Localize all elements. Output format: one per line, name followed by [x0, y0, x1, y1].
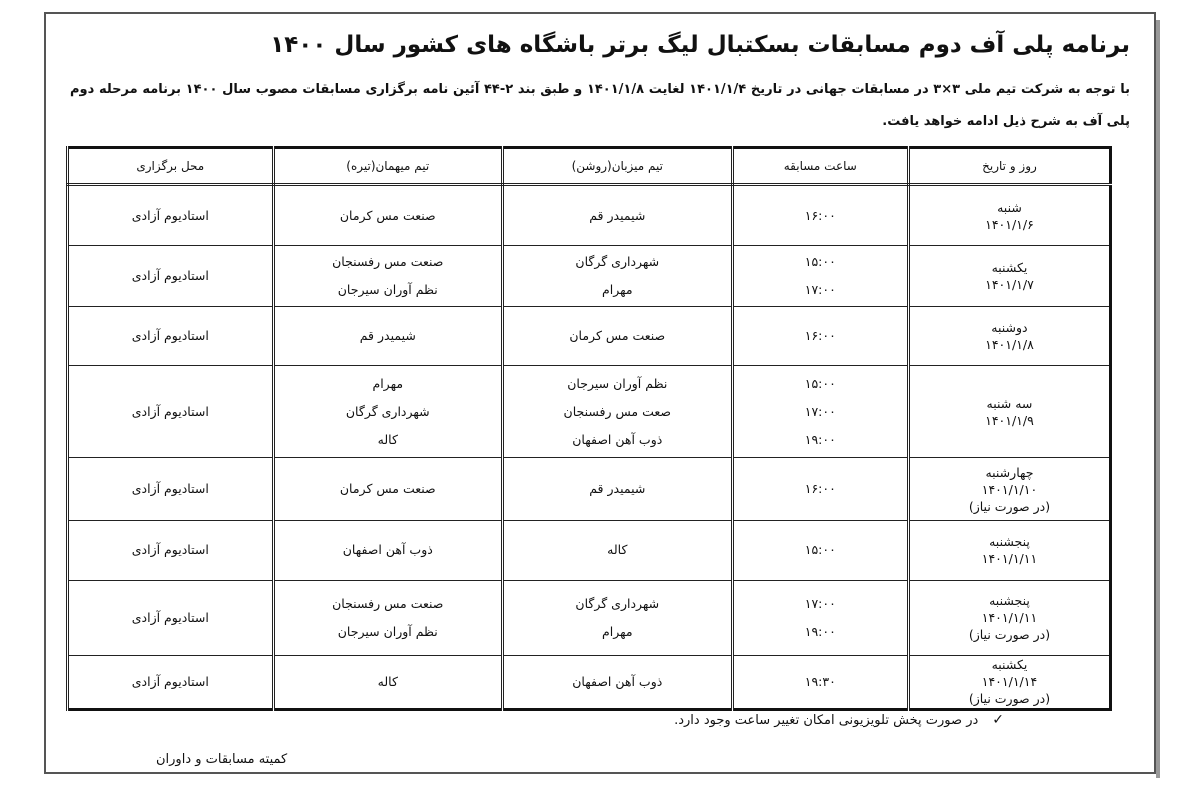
header-time: ساعت مسابقه: [732, 148, 908, 185]
signature: کمیته مسابقات و داوران: [156, 752, 288, 767]
date-cell: [908, 580, 1110, 655]
away-team-line: مهرام: [372, 375, 404, 391]
away-team-line: ذوب آهن اصفهان: [342, 542, 433, 558]
time-line: ۱۶:۰۰: [804, 207, 836, 223]
home-team-cell: [502, 655, 732, 709]
date-line: ۱۴۰۱/۱/۱۱: [981, 551, 1038, 567]
away-team-line: صنعت مس کرمان: [339, 207, 436, 223]
home-team-line: ذوب آهن اصفهان: [572, 431, 663, 447]
date-line: (در صورت نیاز): [968, 498, 1051, 514]
table-row: [68, 307, 1111, 366]
date-cell: [908, 458, 1110, 521]
date-line: ۱۴۰۱/۱/۹: [985, 412, 1034, 428]
away-team-line: صنعت مس رفسنجان: [332, 595, 444, 611]
date-cell: [908, 246, 1110, 307]
date-line: شنبه: [997, 199, 1022, 215]
date-line: پنجشنبه: [989, 593, 1030, 609]
home-team-line: صعت مس رفسنجان: [563, 403, 672, 419]
venue-cell: استادیوم آزادی: [68, 366, 274, 458]
away-team-line: شهرداری گرگان: [345, 403, 430, 419]
date-line: یکشنبه: [991, 260, 1028, 276]
time-cell: [732, 580, 908, 655]
note-text: در صورت پخش تلویزیونی امکان تغییر ساعت وجود دارد.: [674, 713, 979, 728]
table-row: [68, 580, 1111, 655]
away-team-cell: [273, 307, 502, 366]
date-line: (در صورت نیاز): [968, 691, 1051, 707]
header-date: روز و تاریخ: [908, 148, 1110, 185]
date-cell: [908, 185, 1110, 246]
home-team-line: شهرداری گرگان: [575, 254, 660, 270]
away-team-cell: [273, 655, 502, 709]
schedule-body: [68, 185, 1111, 710]
home-team-line: کاله: [607, 542, 628, 558]
date-line: سه شنبه: [986, 395, 1033, 411]
date-line: ۱۴۰۱/۱/۱۰: [981, 481, 1038, 497]
away-team-line: صنعت مس کرمان: [339, 481, 436, 497]
time-cell: [732, 655, 908, 709]
table-row: [68, 521, 1111, 580]
schedule-table: [66, 146, 1112, 711]
home-team-line: شیمیدر قم: [589, 481, 646, 497]
time-line: ۱۹:۰۰: [804, 623, 836, 639]
home-team-line: شهرداری گرگان: [575, 595, 660, 611]
date-cell: [908, 366, 1110, 458]
home-team-cell: [502, 521, 732, 580]
venue-cell: استادیوم آزادی: [68, 246, 274, 307]
table-header-row: [68, 148, 1111, 185]
time-cell: [732, 185, 908, 246]
time-cell: [732, 521, 908, 580]
home-team-line: شیمیدر قم: [589, 207, 646, 223]
time-line: ۱۵:۰۰: [804, 375, 836, 391]
date-line: ۱۴۰۱/۱/۶: [985, 216, 1034, 232]
time-line: ۱۶:۰۰: [804, 481, 836, 497]
document-page: [44, 12, 1156, 774]
away-team-cell: [273, 185, 502, 246]
home-team-line: مهرام: [602, 282, 633, 298]
table-row: [68, 366, 1111, 458]
date-line: چهارشنبه: [985, 464, 1034, 480]
table-row: [68, 246, 1111, 307]
venue-cell: استادیوم آزادی: [68, 655, 274, 709]
header-home-team: تیم میزبان(روشن): [502, 148, 732, 185]
home-team-line: نظم آوران سیرجان: [567, 375, 668, 391]
home-team-cell: [502, 185, 732, 246]
date-line: پنجشنبه: [989, 534, 1030, 550]
header-venue: محل برگزاری: [68, 148, 274, 185]
time-line: ۱۷:۰۰: [804, 282, 836, 298]
table-row: [68, 185, 1111, 246]
date-line: ۱۴۰۱/۱/۷: [985, 277, 1034, 293]
home-team-line: صنعت مس کرمان: [569, 328, 666, 344]
time-cell: [732, 246, 908, 307]
date-line: ۱۴۰۱/۱/۱۴: [981, 674, 1038, 690]
time-cell: [732, 307, 908, 366]
intro-paragraph: با توجه به شرکت تیم ملی ۳×۳ در مسابقات جهانی در تاریخ ۱۴۰۱/۱/۴ لغایت ۱۴۰۱/۱/۸ و طبق بند ۲-۴۴ آئین نامه برگزاری مسابقات مصوب سال ۱۴۰۰ برنامه مرحله دوم پلی آف به شرح ذیل ادامه خواهد یافت.: [70, 82, 1130, 129]
date-cell: [908, 307, 1110, 366]
time-line: ۱۵:۰۰: [804, 254, 836, 270]
table-row: [68, 458, 1111, 521]
home-team-cell: [502, 246, 732, 307]
time-line: ۱۷:۰۰: [804, 403, 836, 419]
away-team-cell: [273, 458, 502, 521]
home-team-line: ذوب آهن اصفهان: [572, 673, 663, 689]
home-team-cell: [502, 366, 732, 458]
home-team-cell: [502, 580, 732, 655]
date-line: ۱۴۰۱/۱/۱۱: [981, 610, 1038, 626]
date-line: ۱۴۰۱/۱/۸: [985, 337, 1034, 353]
away-team-line: نظم آوران سیرجان: [337, 282, 438, 298]
time-line: ۱۹:۰۰: [804, 431, 836, 447]
home-team-line: مهرام: [602, 623, 633, 639]
away-team-cell: [273, 521, 502, 580]
away-team-cell: [273, 246, 502, 307]
away-team-line: کاله: [377, 431, 398, 447]
date-line: یکشنبه: [991, 657, 1028, 673]
venue-cell: استادیوم آزادی: [68, 307, 274, 366]
time-line: ۱۶:۰۰: [804, 328, 836, 344]
time-line: ۱۹:۳۰: [804, 673, 836, 689]
time-cell: [732, 458, 908, 521]
date-cell: [908, 655, 1110, 709]
away-team-line: کاله: [377, 673, 398, 689]
checkmark-icon: ✓: [992, 712, 1004, 728]
broadcast-note: [674, 712, 1004, 728]
venue-cell: استادیوم آزادی: [68, 185, 274, 246]
time-line: ۱۵:۰۰: [804, 542, 836, 558]
venue-cell: استادیوم آزادی: [68, 580, 274, 655]
table-row: [68, 655, 1111, 709]
venue-cell: استادیوم آزادی: [68, 458, 274, 521]
document-title: برنامه پلی آف دوم مسابقات بسکتبال لیگ برتر باشگاه های کشور سال ۱۴۰۰: [270, 32, 1130, 58]
away-team-line: شیمیدر قم: [359, 328, 416, 344]
home-team-cell: [502, 458, 732, 521]
time-cell: [732, 366, 908, 458]
home-team-cell: [502, 307, 732, 366]
away-team-line: نظم آوران سیرجان: [337, 623, 438, 639]
away-team-cell: [273, 366, 502, 458]
time-line: ۱۷:۰۰: [804, 595, 836, 611]
header-away-team: تیم میهمان(تیره): [273, 148, 502, 185]
venue-cell: استادیوم آزادی: [68, 521, 274, 580]
date-line: دوشنبه: [991, 320, 1028, 336]
date-cell: [908, 521, 1110, 580]
away-team-line: صنعت مس رفسنجان: [332, 254, 444, 270]
date-line: (در صورت نیاز): [968, 627, 1051, 643]
away-team-cell: [273, 580, 502, 655]
